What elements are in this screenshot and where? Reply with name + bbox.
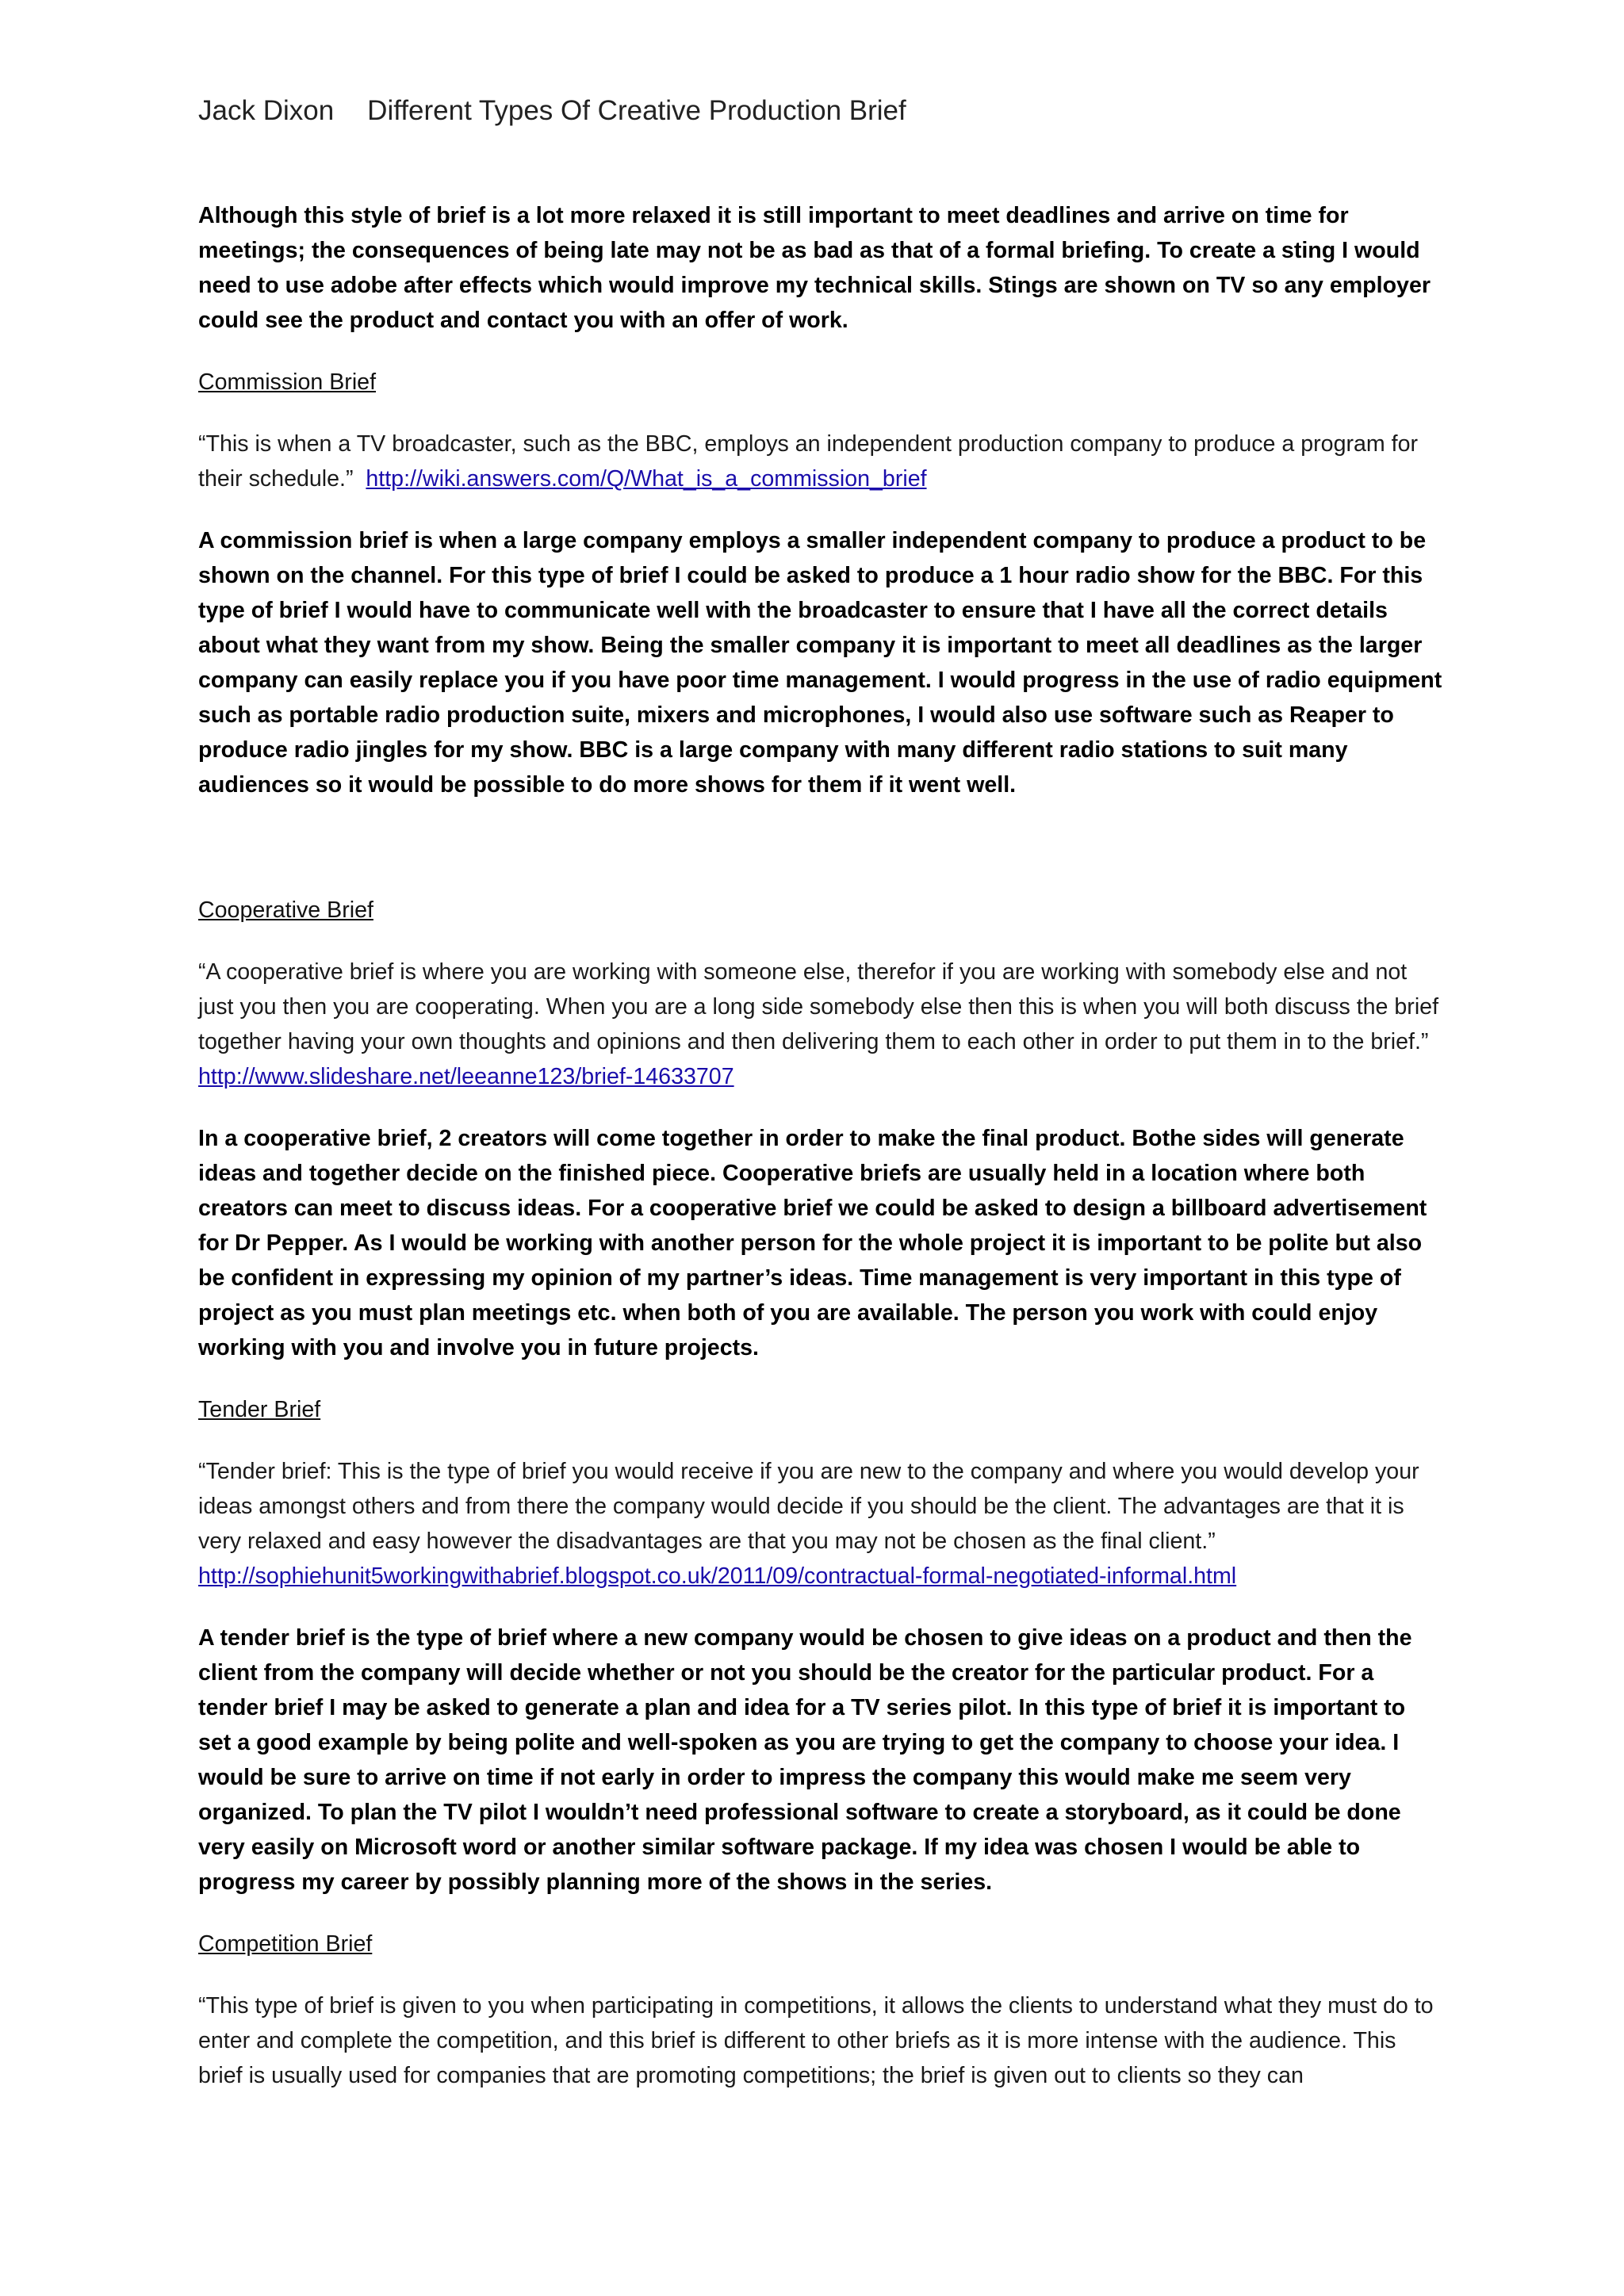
- commission-link[interactable]: http://wiki.answers.com/Q/What_is_a_commission_brief: [366, 466, 927, 492]
- tender-quote-text: “Tender brief: This is the type of brief you would receive if you are new to the company and where you would develop your ideas amongst others and from there the company would decide if you should be the client. The advantages are that it is very relaxed and easy however the disadvantages are that you may not be chosen as the final client.”: [198, 1459, 1419, 1554]
- competition-heading: Competition Brief: [198, 1931, 373, 1957]
- cooperative-quote-text: “A cooperative brief is where you are working with someone else, therefor if you are working with somebody else and not just you then you are cooperating. When you are a long side somebody else then this is when you will both discuss the brief together having your own thoughts and opinions and then delivering them to each other in order to put them in to the brief.”: [198, 959, 1439, 1054]
- tender-heading: Tender Brief: [198, 1397, 321, 1422]
- cooperative-link[interactable]: http://www.slideshare.net/leeanne123/brief-14633707: [198, 1064, 734, 1089]
- document-body: [198, 198, 1443, 2093]
- page-header: [198, 95, 906, 127]
- tender-paragraph: A tender brief is the type of brief where a new company would be chosen to give ideas on a product and then the client from the company will decide whether or not you should be the creator for the particular product. For a tender brief I may be asked to generate a plan and idea for a TV series pilot. In this type of brief it is important to set a good example by being polite and well-spoken as you are trying to get the company to choose your idea. I would be sure to arrive on time if not early in order to impress the company this would make me seem very organized. To plan the TV pilot I wouldn’t need professional software to create a storyboard, as it could be done very easily on Microsoft word or another similar software package. If my idea was chosen I would be able to progress my career by possibly planning more of the shows in the series.: [198, 1625, 1412, 1895]
- intro-paragraph: Although this style of brief is a lot more relaxed it is still important to meet deadlines and arrive on time for meetings; the consequences of being late may not be as bad as that of a formal briefing. To create a sting I would need to use adobe after effects which would improve my technical skills. Stings are shown on TV so any employer could see the product and contact you with an offer of work.: [198, 203, 1431, 333]
- commission-heading: Commission Brief: [198, 369, 377, 395]
- competition-quote: “This type of brief is given to you when participating in competitions, it allows the clients to understand what they must do to enter and complete the competition, and this brief is different to other briefs as it is more intense with the audience. This brief is usually used for companies that are promoting competitions; the brief is given out to clients so they can: [198, 1993, 1434, 2088]
- commission-quote-text: “This is when a TV broadcaster, such as the BBC, employs an independent production company to produce a program for their schedule.”: [198, 431, 1419, 492]
- tender-link[interactable]: http://sophiehunit5workingwithabrief.blogspot.co.uk/2011/09/contractual-formal-negotiated-informal.html: [198, 1563, 1237, 1589]
- cooperative-paragraph: In a cooperative brief, 2 creators will come together in order to make the final product. Bothe sides will generate ideas and together decide on the finished piece. Cooperative briefs are usually held in a location where both creators can meet to discuss ideas. For a cooperative brief we could be asked to design a billboard advertisement for Dr Pepper. As I would be working with another person for the whole project it is important to be polite but also be confident in expressing my opinion of my partner’s ideas. Time management is very important in this type of project as you must plan meetings etc. when both of you are available. The person you work with could enjoy working with you and involve you in future projects.: [198, 1126, 1427, 1360]
- tender-quote: [198, 1454, 1443, 1594]
- cooperative-quote: [198, 955, 1443, 1094]
- author-name: Jack Dixon: [198, 95, 335, 126]
- commission-quote: [198, 427, 1443, 496]
- cooperative-heading: Cooperative Brief: [198, 897, 373, 923]
- commission-paragraph: A commission brief is when a large company employs a smaller independent company to produce a product to be shown on the channel. For this type of brief I could be asked to produce a 1 hour radio show for the BBC. For this type of brief I would have to communicate well with the broadcaster to ensure that I have all the correct details about what they want from my show. Being the smaller company it is important to meet all deadlines as the larger company can easily replace you if you have poor time management. I would progress in the use of radio equipment such as portable radio production suite, mixers and microphones, I would also use software such as Reaper to produce radio jingles for my show. BBC is a large company with many different radio stations to suit many audiences so it would be possible to do more shows for them if it went well.: [198, 528, 1442, 798]
- document-title: Different Types Of Creative Production Brief: [367, 95, 906, 126]
